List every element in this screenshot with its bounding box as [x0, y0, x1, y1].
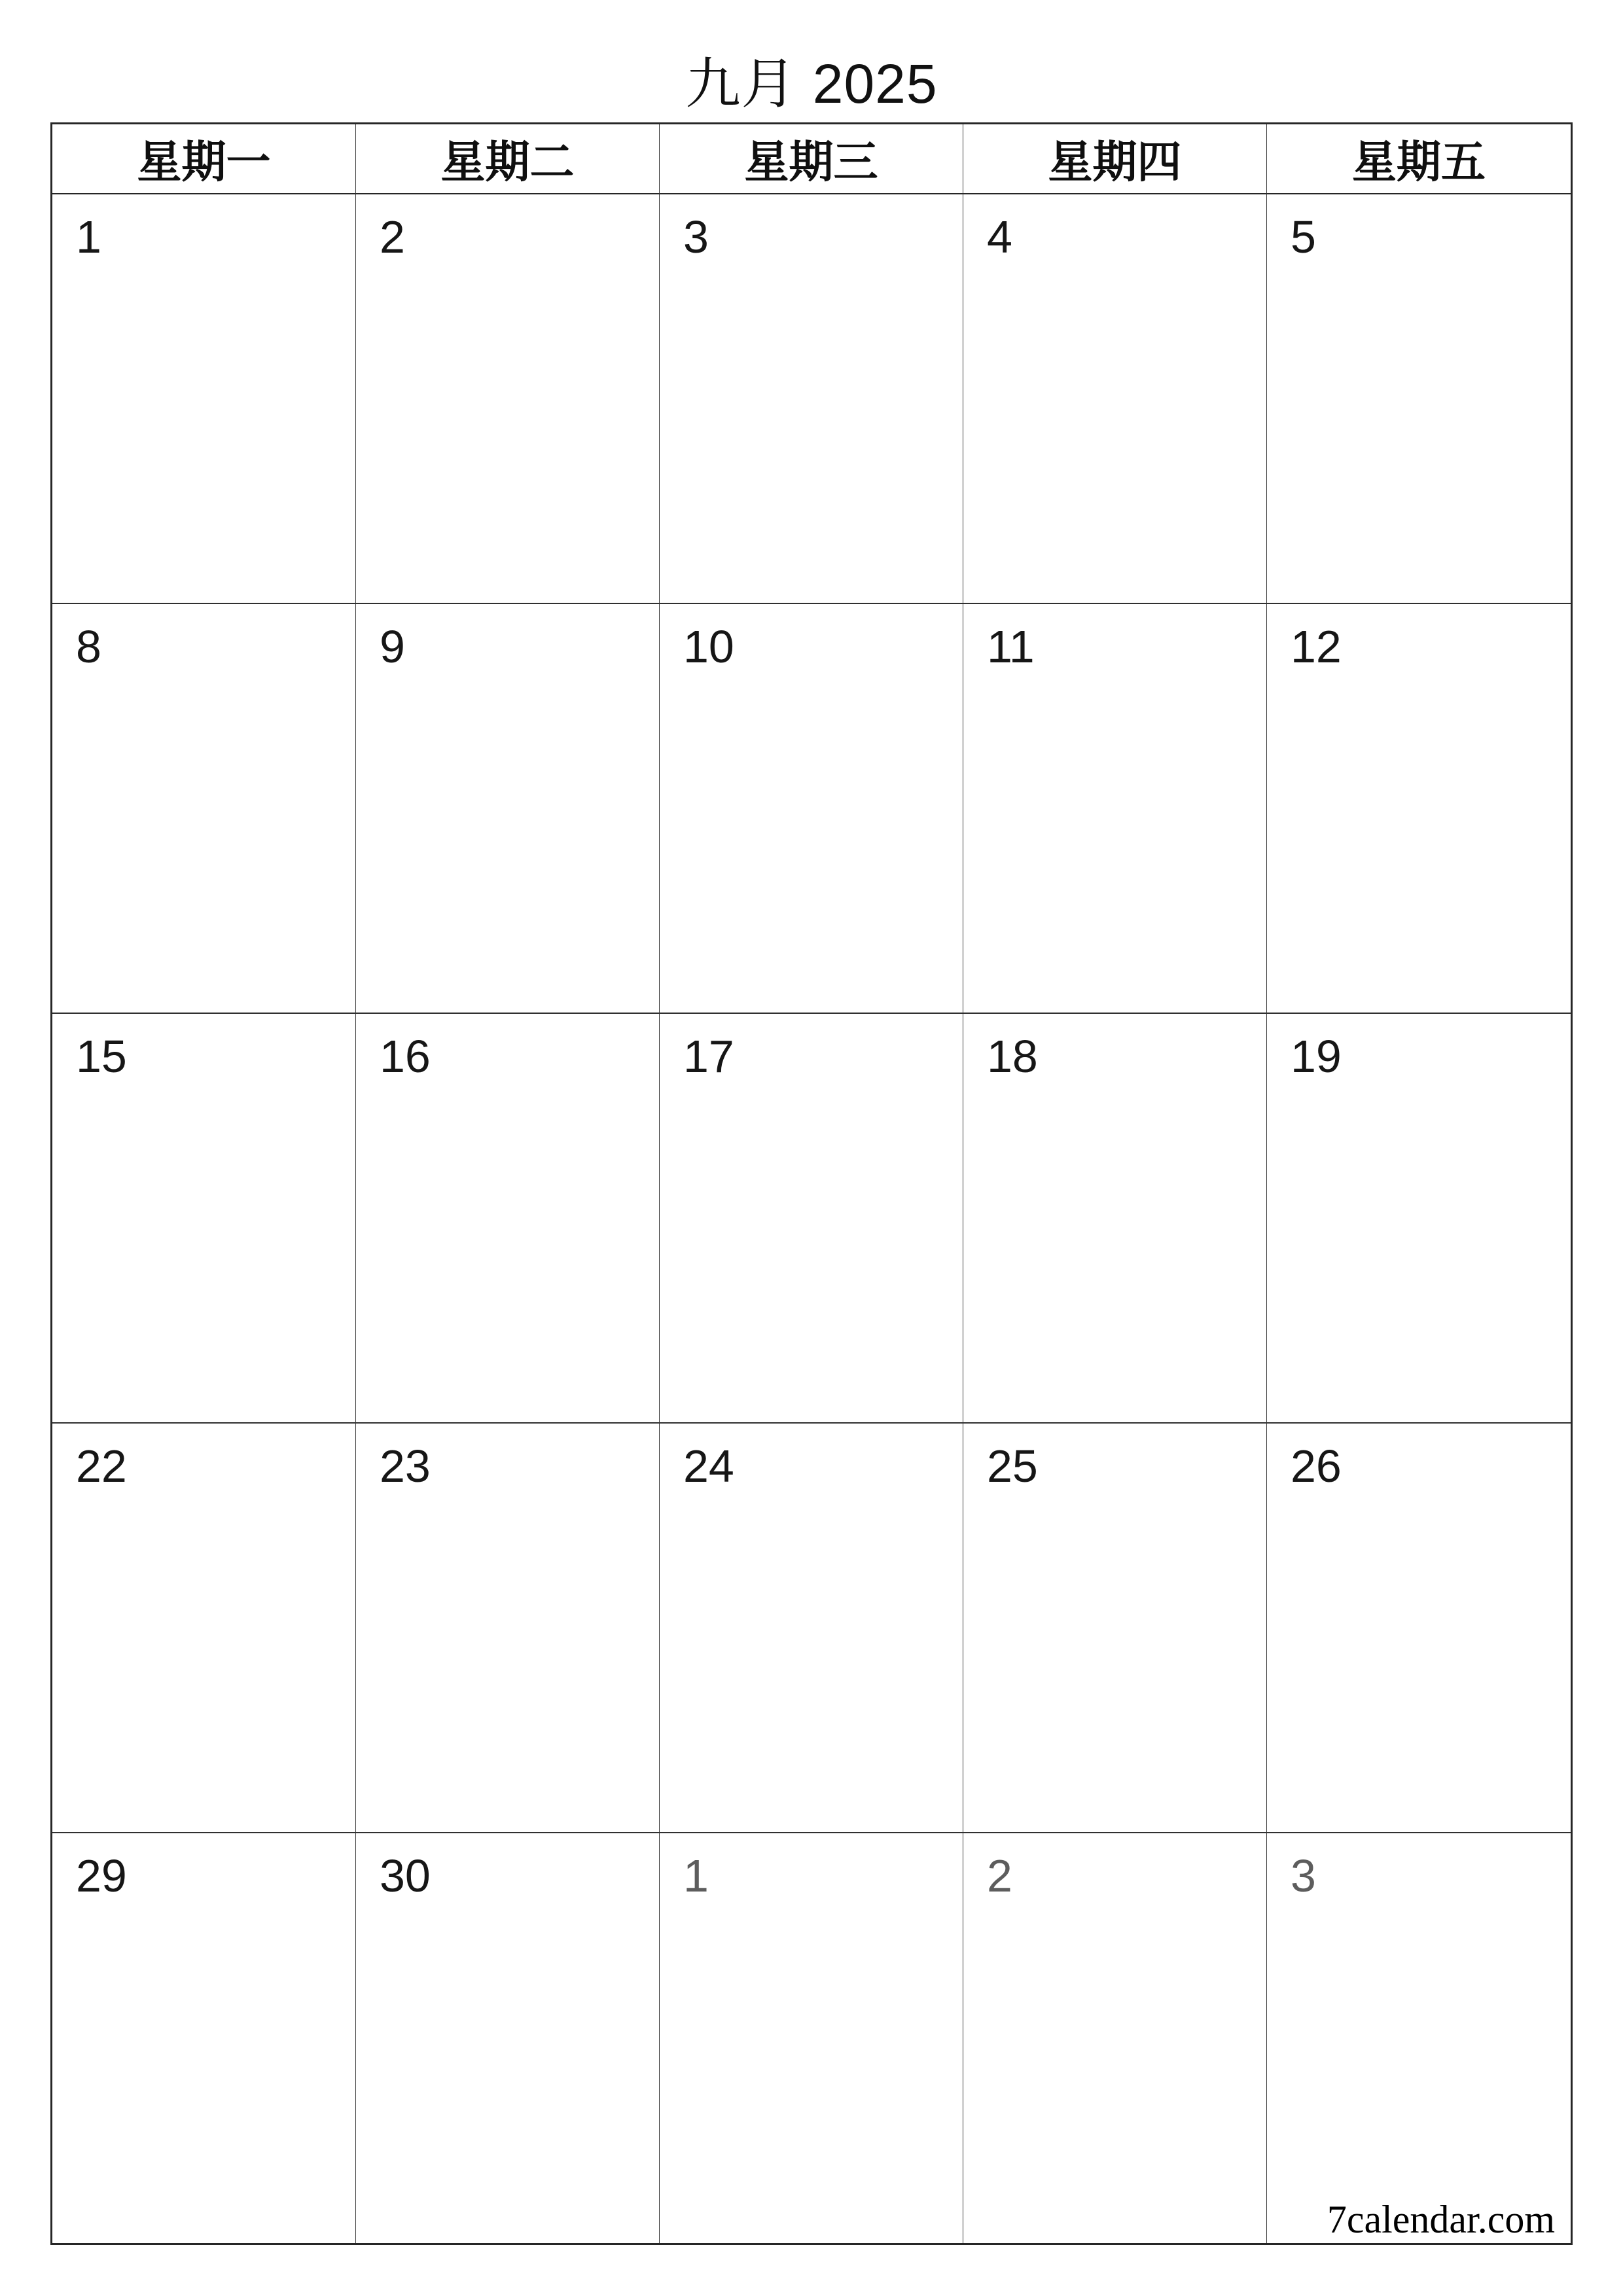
day-cell	[52, 1424, 356, 1833]
day-cell	[52, 1014, 356, 1424]
day-cell	[963, 604, 1267, 1014]
day-cell	[1267, 1014, 1571, 1424]
weekday-label: 星期一	[137, 137, 271, 187]
day-number: 16	[380, 1031, 431, 1082]
weekday-header-cell	[1267, 124, 1571, 194]
day-number: 1	[683, 1850, 709, 1901]
day-cell	[356, 194, 660, 604]
day-number: 29	[76, 1850, 127, 1901]
weekday-label: 星期五	[1351, 137, 1486, 187]
day-cell	[52, 1833, 356, 2243]
month-title: 九月 2025	[685, 53, 938, 115]
day-number: 8	[76, 621, 101, 672]
day-cell	[963, 1424, 1267, 1833]
day-cell	[356, 1014, 660, 1424]
day-cell	[660, 604, 963, 1014]
day-number: 18	[987, 1031, 1038, 1082]
calendar-grid	[50, 122, 1573, 2245]
day-number: 2	[987, 1850, 1012, 1901]
day-cell	[963, 194, 1267, 604]
day-cell	[356, 1833, 660, 2243]
day-number: 19	[1291, 1031, 1342, 1082]
day-cell	[660, 194, 963, 604]
day-cell	[1267, 1424, 1571, 1833]
weekday-header-cell	[660, 124, 963, 194]
day-number: 17	[683, 1031, 734, 1082]
day-number: 24	[683, 1441, 734, 1492]
day-cell	[660, 1833, 963, 2243]
day-cell	[52, 604, 356, 1014]
day-number: 2	[380, 211, 405, 262]
day-number: 15	[76, 1031, 127, 1082]
watermark-text: 7calendar.com	[1327, 2198, 1555, 2241]
weekday-label: 星期三	[744, 137, 878, 187]
day-cell	[660, 1424, 963, 1833]
weekday-label: 星期四	[1048, 137, 1182, 187]
day-cell	[963, 1833, 1267, 2243]
day-cell	[356, 604, 660, 1014]
day-number: 11	[987, 621, 1035, 672]
day-cell	[1267, 604, 1571, 1014]
day-number: 3	[683, 211, 709, 262]
weekday-label: 星期二	[440, 137, 575, 187]
day-number: 1	[76, 211, 101, 262]
day-number: 3	[1291, 1850, 1316, 1901]
day-number: 4	[987, 211, 1012, 262]
day-cell	[1267, 1833, 1571, 2243]
day-cell	[52, 194, 356, 604]
day-number: 10	[683, 621, 734, 672]
day-cell	[1267, 194, 1571, 604]
day-cell	[660, 1014, 963, 1424]
day-cell	[963, 1014, 1267, 1424]
day-number: 26	[1291, 1441, 1342, 1492]
weekday-header-cell	[356, 124, 660, 194]
day-cell	[356, 1424, 660, 1833]
weekday-header-cell	[963, 124, 1267, 194]
day-number: 5	[1291, 211, 1316, 262]
day-number: 23	[380, 1441, 431, 1492]
day-number: 25	[987, 1441, 1038, 1492]
day-number: 30	[380, 1850, 431, 1901]
day-number: 9	[380, 621, 405, 672]
day-number: 12	[1291, 621, 1342, 672]
weekday-header-cell	[52, 124, 356, 194]
day-number: 22	[76, 1441, 127, 1492]
